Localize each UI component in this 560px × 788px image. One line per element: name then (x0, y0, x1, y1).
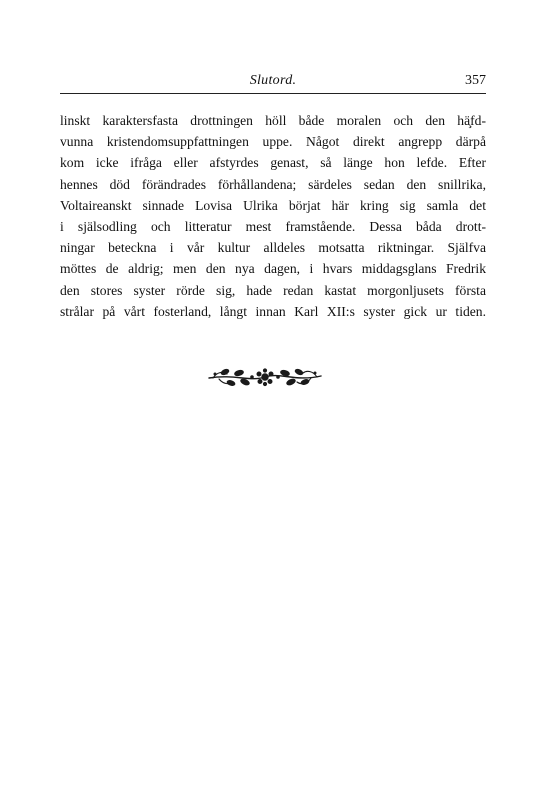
body-paragraph (60, 110, 486, 322)
text-line: Voltaireanskt sinnade Lovisa Ulrika börjat här kring sig samla det (60, 197, 486, 213)
text-line: i själsodling och litteratur mest framstående. Dessa båda drott- (60, 219, 486, 235)
floral-vignette-icon (205, 362, 325, 392)
header-rule (60, 93, 486, 94)
text-line: vunna kristendomsuppfattningen uppe. Något direkt angrepp därpå (60, 134, 486, 150)
page-number: 357 (465, 73, 486, 88)
text-line: den stores syster rörde sig, hade redan kastat morgonljusets första (60, 282, 486, 298)
text-line: linskt karaktersfasta drottningen höll både moralen och den hä̧fd- (60, 113, 486, 128)
text-line: hennes död förändrades förhållandena; särdeles sedan den snillrika, (60, 176, 486, 192)
text-line: ningar beteckna i vår kultur alldeles motsatta riktningar. Själfva (60, 240, 486, 256)
text-line: möttes de aldrig; men den nya dagen, i hvars middagsglans Fredrik (60, 261, 486, 277)
running-head: Slutord. (249, 73, 297, 88)
text-line: kom icke ifråga eller afstyrdes genast, så länge hon lefde. Efter (60, 155, 486, 171)
page-header (60, 73, 486, 91)
text-line: strålar på vårt fosterland, långt innan Karl XII:s syster gick ur tiden. (60, 303, 486, 319)
